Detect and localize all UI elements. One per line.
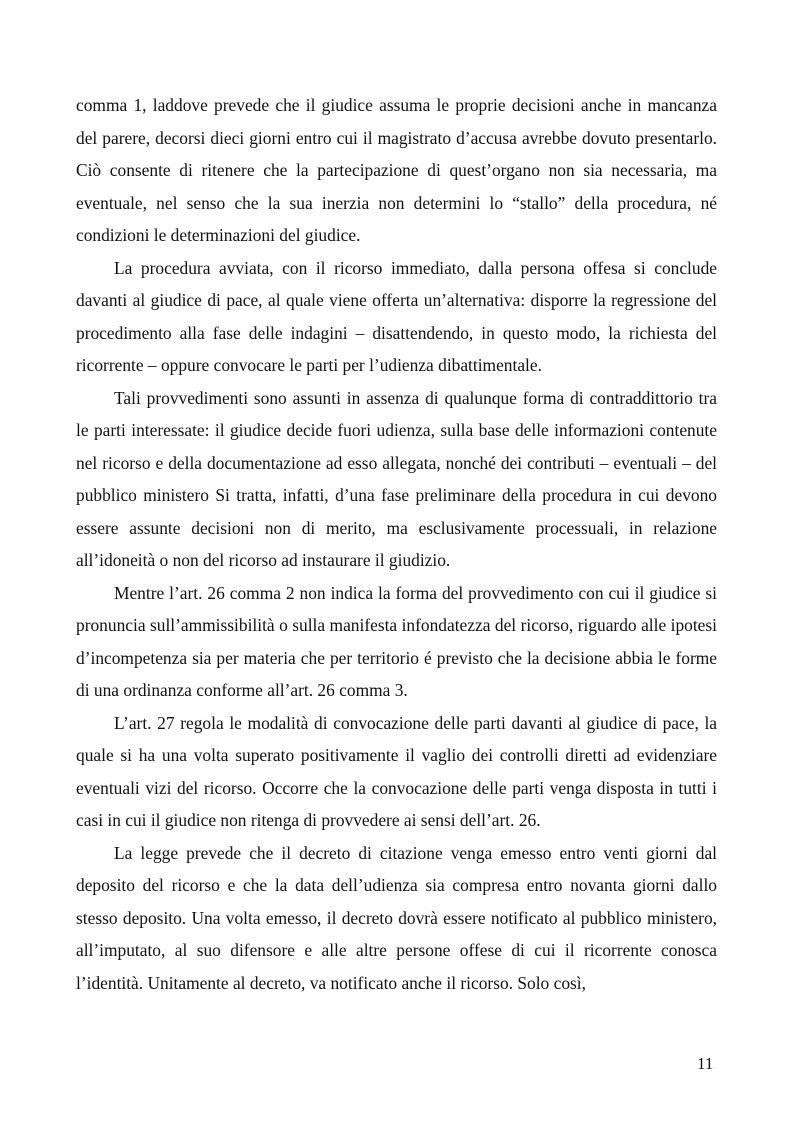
- paragraph-5: L’art. 27 regola le modalità di convocazione delle parti davanti al giudice di pace, la quale si ha una volta superato positivamente il vaglio dei controlli diretti ad evidenziare eventuali vizi del ricorso. Occorre che la convocazione delle parti venga disposta in tutti i casi in cui il giudice non ritenga di provvedere ai sensi dell’art. 26.: [76, 712, 717, 830]
- paragraph-1: comma 1, laddove prevede che il giudice assuma le proprie decisioni anche in mancanza del parere, decorsi dieci giorni entro cui il magistrato d’accusa avrebbe dovuto presentarlo. Ciò consente di ritenere che la partecipazione di quest’organo non sia necessaria, ma eventuale, nel senso che la sua inerzia non determini lo “stallo” della procedura, né condizioni le determinazioni del giudice.: [76, 95, 717, 245]
- paragraph-4: Mentre l’art. 26 comma 2 non indica la forma del provvedimento con cui il giudice si pronuncia sull’ammissibilità o sulla manifesta infondatezza del ricorso, riguardo alle ipotesi d’incompetenza sia per materia che per territorio é previsto che la decisione abbia le forme di una ordinanza conforme all’art. 26 comma 3.: [76, 582, 717, 700]
- paragraph-3: Tali provvedimenti sono assunti in assenza di qualunque forma di contraddittorio tra le parti interessate: il giudice decide fuori udienza, sulla base delle informazioni contenute nel ricorso e della documentazione ad esso allegata, nonché dei contributi – eventuali – del pubblico ministero Si tratta, infatti, d’una fase preliminare della procedura in cui devono essere assunte decisioni non di merito, ma esclusivamente processuali, in relazione all’idoneità o non del ricorso ad instaurare il giudizio.: [76, 387, 717, 570]
- paragraph-2: La procedura avviata, con il ricorso immediato, dalla persona offesa si conclude davanti al giudice di pace, al quale viene offerta un’alternativa: disporre la regressione del procedimento alla fase delle indagini – disattendendo, in questo modo, la richiesta del ricorrente – oppure convocare le parti per l’udienza dibattimentale.: [76, 257, 717, 375]
- page-number: 11: [697, 1054, 714, 1073]
- page-body: [76, 89, 717, 999]
- paragraph-6: La legge prevede che il decreto di citazione venga emesso entro venti giorni dal deposito del ricorso e che la data dell’udienza sia compresa entro novanta giorni dallo stesso deposito. Una volta emesso, il decreto dovrà essere notificato al pubblico ministero, all’imputato, al suo difensore e alle altre persone offese di cui il ricorrente conosca l’identità. Unitamente al decreto, va notificato anche il ricorso. Solo così,: [76, 842, 717, 993]
